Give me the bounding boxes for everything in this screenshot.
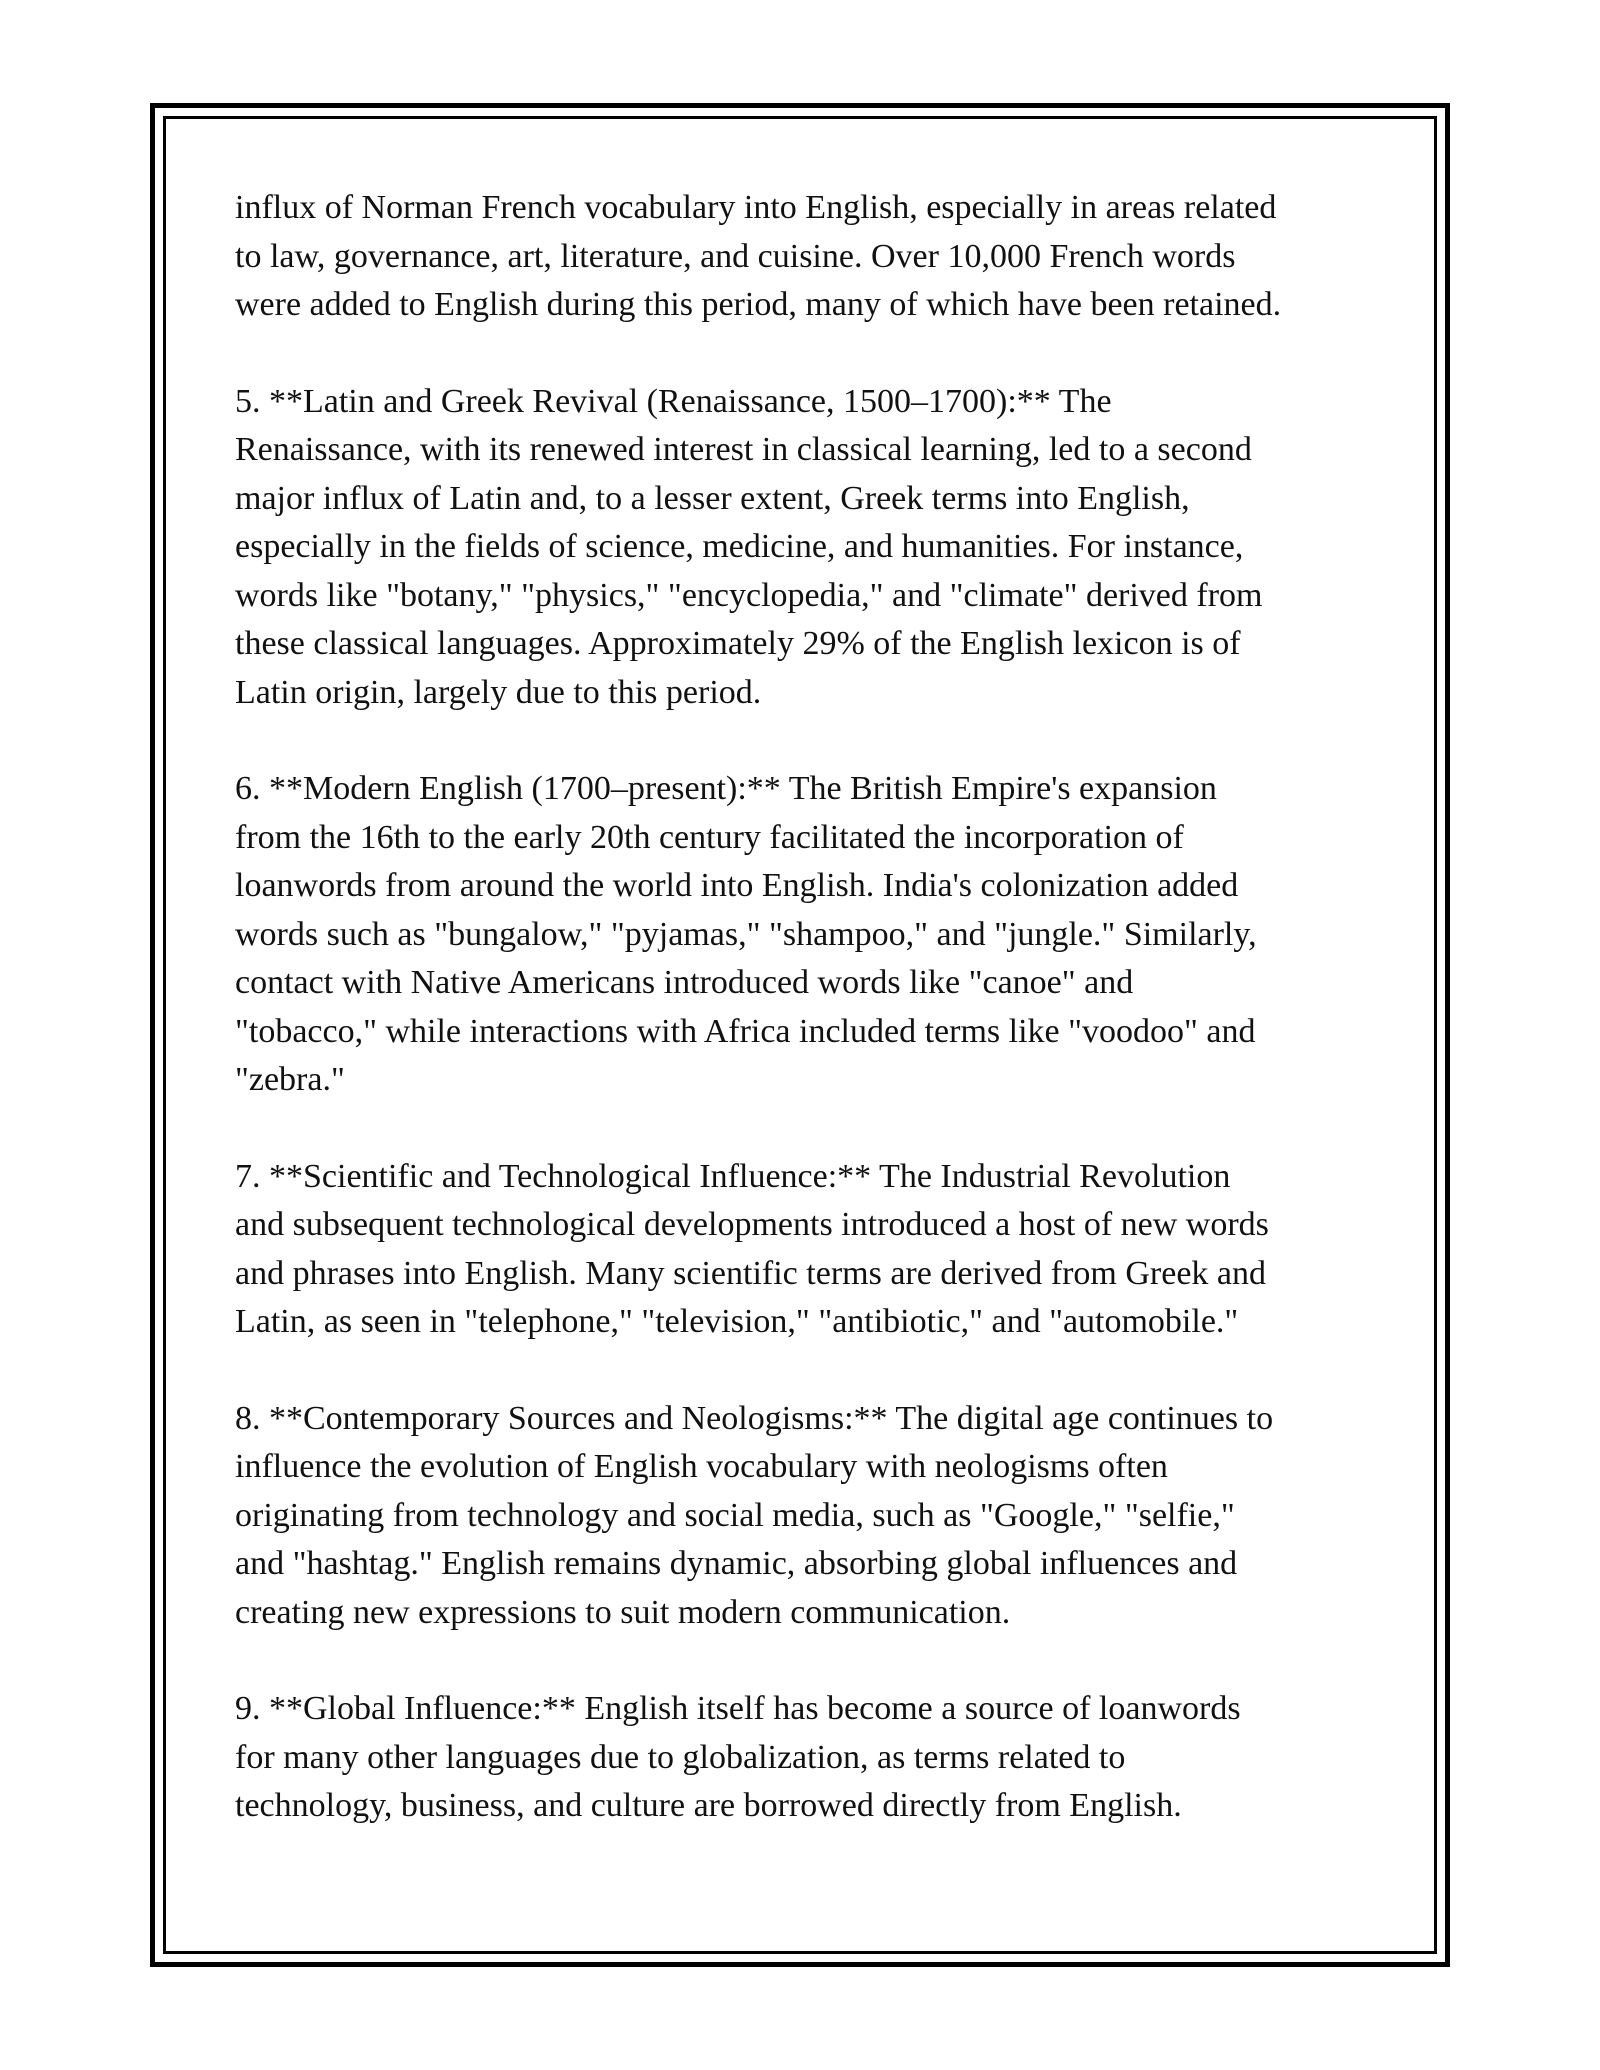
- paragraph-global-influence: 9. **Global Influence:** English itself has become a source of loanwords for many other languages due to globalization, as terms related to technology, business, and culture are borrowed directly from English.: [235, 1690, 1241, 1824]
- paragraph-norman-french-continuation: influx of Norman French vocabulary into English, especially in areas related to law, governance, art, literature, and cuisine. Over 10,000 French words were added to English during this period, many of which have been retained.: [235, 189, 1282, 323]
- paragraph-modern-english: 6. **Modern English (1700–present):** The British Empire's expansion from the 16th to the early 20th century facilitated the incorporation of loanwords from around the world into English. India's colonization added words such as "bungalow," "pyjamas," "shampoo," and "jungle." Similarly, contact with Native Americans introduced words like "canoe" and "tobacco," while interactions with Africa included terms like "voodoo" and "zebra.": [235, 770, 1257, 1098]
- paragraph-contemporary-neologisms: 8. **Contemporary Sources and Neologisms:** The digital age continues to influence the evolution of English vocabulary with neologisms often originating from technology and social media, such as "Google," "selfie," and "hashtag." English remains dynamic, absorbing global influences and creating new expressions to suit modern communication.: [235, 1399, 1274, 1631]
- paragraph-latin-greek-revival: 5. **Latin and Greek Revival (Renaissance, 1500–1700):** The Renaissance, with its renewed interest in classical learning, led to a second major influx of Latin and, to a lesser extent, Greek terms into English, especially in the fields of science, medicine, and humanities. For instance, words like "botany," "physics," "encyclopedia," and "climate" derived from these classical languages. Approximately 29% of the English lexicon is of Latin origin, largely due to this period.: [235, 382, 1263, 711]
- paragraph-scientific-technological: 7. **Scientific and Technological Influence:** The Industrial Revolution and subsequent technological developments introduced a host of new words and phrases into English. Many scientific terms are derived from Greek and Latin, as seen in "telephone," "television," "antibiotic," and "automobile.": [235, 1157, 1269, 1340]
- document-body: [235, 184, 1375, 1879]
